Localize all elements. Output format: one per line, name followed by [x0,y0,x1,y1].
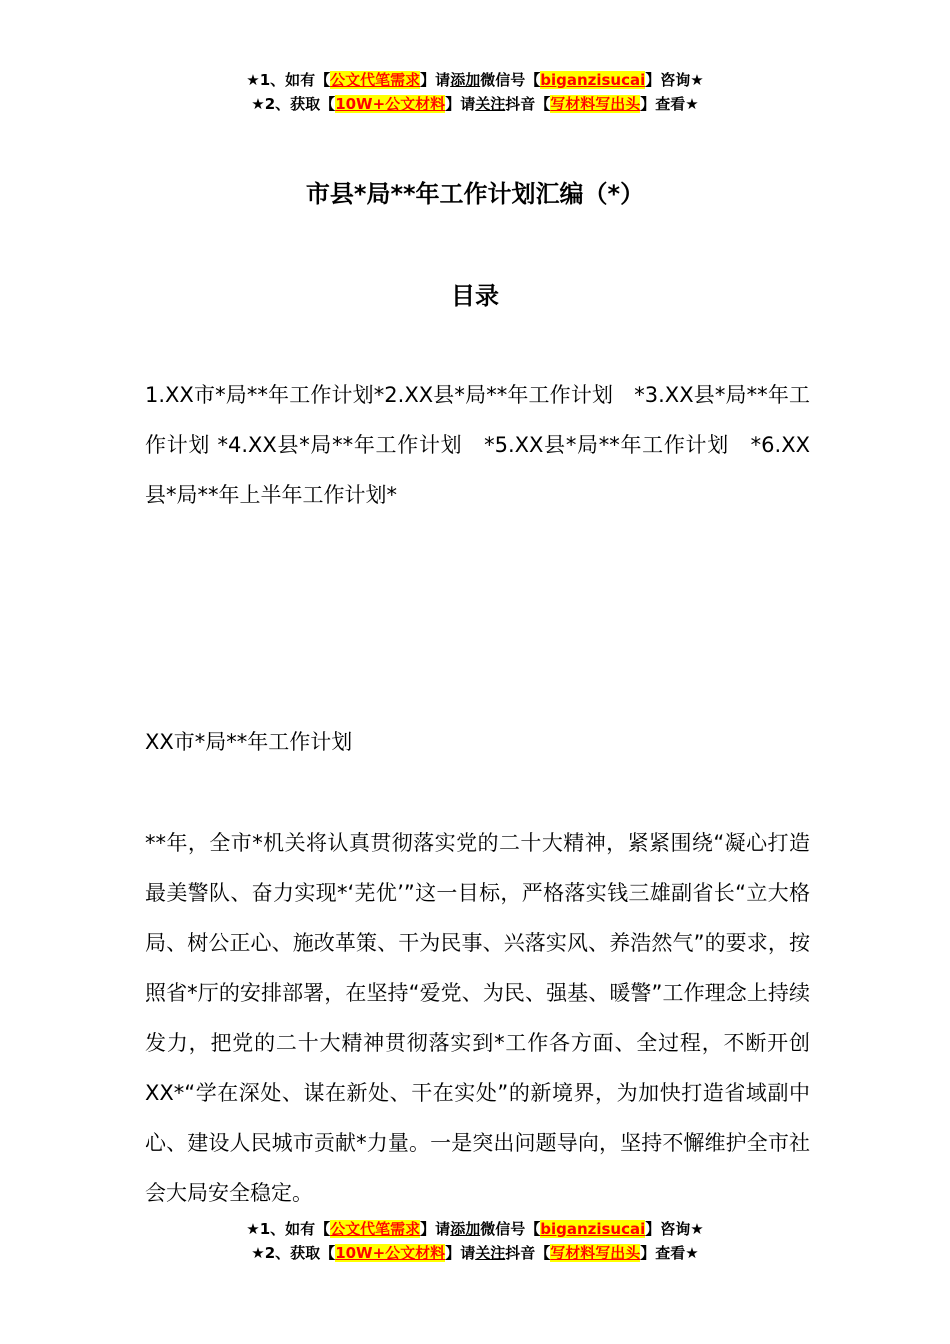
banner-text: ★1、如有【 [246,1220,331,1238]
banner-line-1 [0,68,950,92]
banner-line-2 [0,92,950,116]
banner-text: 】请 [445,95,476,113]
section-title: XX市*局**年工作计划 [145,730,353,754]
banner-underline: 关注 [475,1244,506,1262]
banner-text: 】咨询★ [645,71,704,89]
banner-text: 】请 [445,1244,476,1262]
banner-text: 】查看★ [640,1244,699,1262]
banner-text: 】请 [420,71,451,89]
document-title: 市县*局**年工作计划汇编（*） [305,180,645,208]
banner-line-1 [0,1217,950,1241]
header-banner [0,68,950,116]
table-of-contents: 1.XX市*局**年工作计划*2.XX县*局**年工作计划 *3.XX县*局**年工作计划 *4.XX县*局**年工作计划 *5.XX县*局**年工作计划 *6.XX县*局**年上半年工作计划* [145,383,810,507]
banner-highlight: 写材料写出头 [550,1244,641,1262]
banner-text: 抖音【 [505,95,551,113]
banner-text: 】请 [420,1220,451,1238]
banner-highlight: 公文代笔需求 [330,1220,421,1238]
banner-text: ★2、获取【 [251,95,336,113]
banner-text: ★2、获取【 [251,1244,336,1262]
banner-highlight: 10W+公文材料 [335,1244,446,1262]
banner-underline: 关注 [475,95,506,113]
banner-highlight: 10W+公文材料 [335,95,446,113]
banner-text: 微信号【 [480,71,541,89]
banner-text: ★1、如有【 [246,71,331,89]
footer-banner [0,1217,950,1265]
banner-highlight: biganzisucai [540,71,646,89]
banner-text: 微信号【 [480,1220,541,1238]
toc-heading: 目录 [451,282,499,310]
banner-text: 】咨询★ [645,1220,704,1238]
banner-highlight: biganzisucai [540,1220,646,1238]
banner-underline: 添加 [450,1220,481,1238]
banner-text: 抖音【 [505,1244,551,1262]
banner-highlight: 公文代笔需求 [330,71,421,89]
banner-highlight: 写材料写出头 [550,95,641,113]
body-paragraph: **年，全市*机关将认真贯彻落实党的二十大精神，紧紧围绕“凝心打造最美警队、奋力实现*‘芜优’”这一目标，严格落实钱三雄副省长“立大格局、树公正心、施改革策、干为民事、兴落实风、养浩然气”的要求，按照省*厅的安排部署，在坚持“爱党、为民、强基、暖警”工作理念上持续发力，把党的二十大精神贯彻落实到*工作各方面、全过程，不断开创XX*“学在深处、谋在新处、干在实处”的新境界，为加快打造省域副中心、建设人民城市贡献*力量。一是突出问题导向，坚持不懈维护全市社会大局安全稳定。 [145,831,810,1205]
banner-text: 】查看★ [640,95,699,113]
banner-underline: 添加 [450,71,481,89]
banner-line-2 [0,1241,950,1265]
